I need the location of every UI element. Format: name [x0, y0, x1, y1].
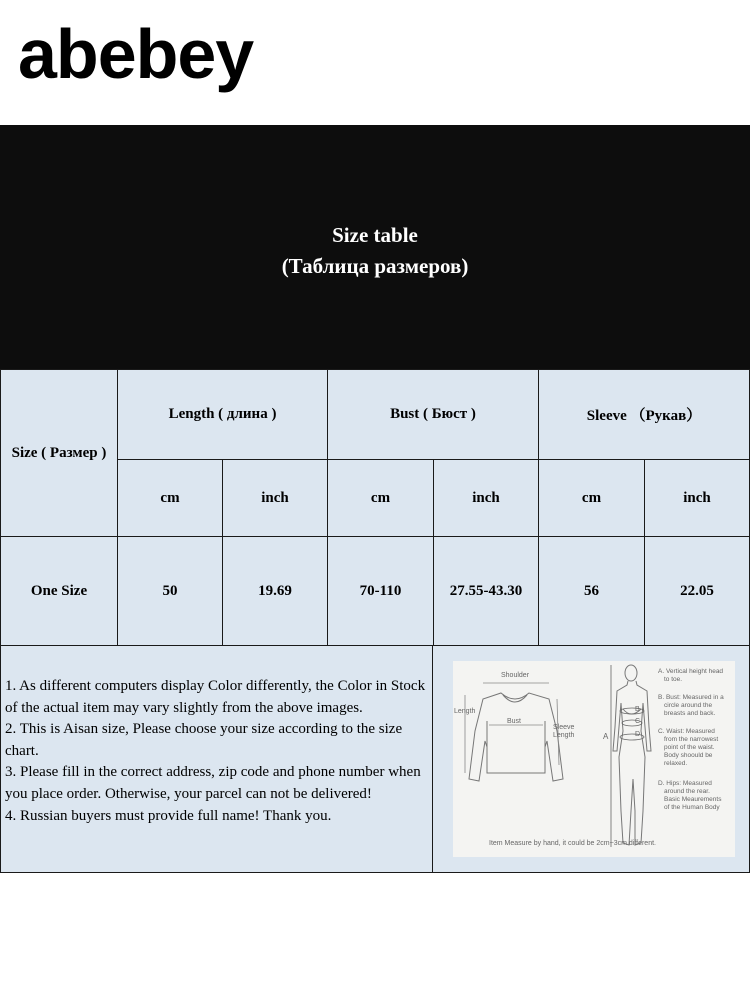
bust-group-header: Bust ( Бюст )	[327, 369, 539, 460]
note-d-line: around the rear.	[664, 788, 710, 795]
sleeve-group-header: Sleeve （Рукав）	[538, 369, 750, 460]
mark-c: C	[635, 718, 641, 725]
size-value-cell: One Size	[0, 536, 118, 646]
unit-header: inch	[644, 459, 750, 537]
unit-header: cm	[327, 459, 434, 537]
table-cell: 19.69	[222, 536, 328, 646]
body-measure-marks	[611, 665, 644, 847]
size-column-header	[0, 369, 118, 537]
mark-b: B	[635, 706, 640, 713]
length-group-header: Length ( длина )	[117, 369, 328, 460]
note-d-line: of the Human Body	[664, 804, 720, 811]
note-c-line: point of the waist.	[664, 744, 715, 751]
figure-caption: Item Measure by hand, it could be 2cm~3cm different.	[489, 840, 656, 847]
unit-header: cm	[538, 459, 645, 537]
note-item: 3. Please fill in the correct address, zip code and phone number when you place order. Otherwise, your parcel can not be delivered!	[5, 764, 421, 802]
human-body-icon	[613, 665, 651, 845]
table-cell: 22.05	[644, 536, 750, 646]
body-notes	[658, 668, 724, 811]
unit-header: inch	[433, 459, 539, 537]
sleeve-length-label: Length	[553, 732, 575, 739]
length-label: Length	[454, 708, 476, 715]
note-a-line: A. Vertical height head	[658, 668, 724, 675]
table-cell: 27.55-43.30	[433, 536, 539, 646]
note-d-line: Basic Meaurements	[664, 796, 722, 803]
size-column-header-label: Size ( Размер )	[11, 444, 107, 461]
note-d-line: D. Hips: Measured	[658, 780, 712, 787]
mark-d: D	[635, 731, 641, 738]
bust-label: Bust	[507, 718, 522, 725]
table-cell: 56	[538, 536, 645, 646]
unit-header: cm	[117, 459, 223, 537]
table-cell: 50	[117, 536, 223, 646]
note-c-line: from the narrowest	[664, 736, 719, 743]
sleeve-label: Sleeve	[553, 724, 575, 731]
note-a-line: to toe.	[664, 676, 683, 683]
table-cell: 70-110	[327, 536, 434, 646]
notes-panel	[0, 645, 433, 873]
note-c-line: Body shoould be	[664, 752, 713, 759]
size-table-subtitle: (Таблица размеров)	[281, 254, 469, 278]
note-item: 1. As different computers display Color differently, the Color in Stock of the actual item may vary slightly from the above images.	[5, 678, 426, 716]
note-b-line: breasts and back.	[664, 710, 716, 717]
brand-logo-text: abebey	[18, 15, 254, 93]
note-item: 2. This is Aisan size, Please choose your size according to the size chart.	[5, 721, 403, 759]
note-c-line: relaxed.	[664, 760, 688, 767]
mark-a: A	[603, 732, 609, 741]
garment-outline-icon	[469, 693, 563, 781]
note-item: 4. Russian buyers must provide full name! Thank you.	[5, 807, 332, 824]
note-c-line: C. Waist: Measured	[658, 728, 715, 735]
note-b-line: B. Bust: Measured in a	[658, 694, 724, 701]
measurement-guide-figure	[453, 661, 735, 857]
size-table-header-band	[0, 125, 750, 369]
shoulder-label: Shoulder	[501, 672, 530, 679]
note-b-line: circle around the	[664, 702, 713, 709]
size-table-title: Size table	[332, 223, 418, 247]
unit-header: inch	[222, 459, 328, 537]
measurement-diagram	[453, 661, 735, 857]
measurement-guide-panel	[432, 645, 750, 873]
